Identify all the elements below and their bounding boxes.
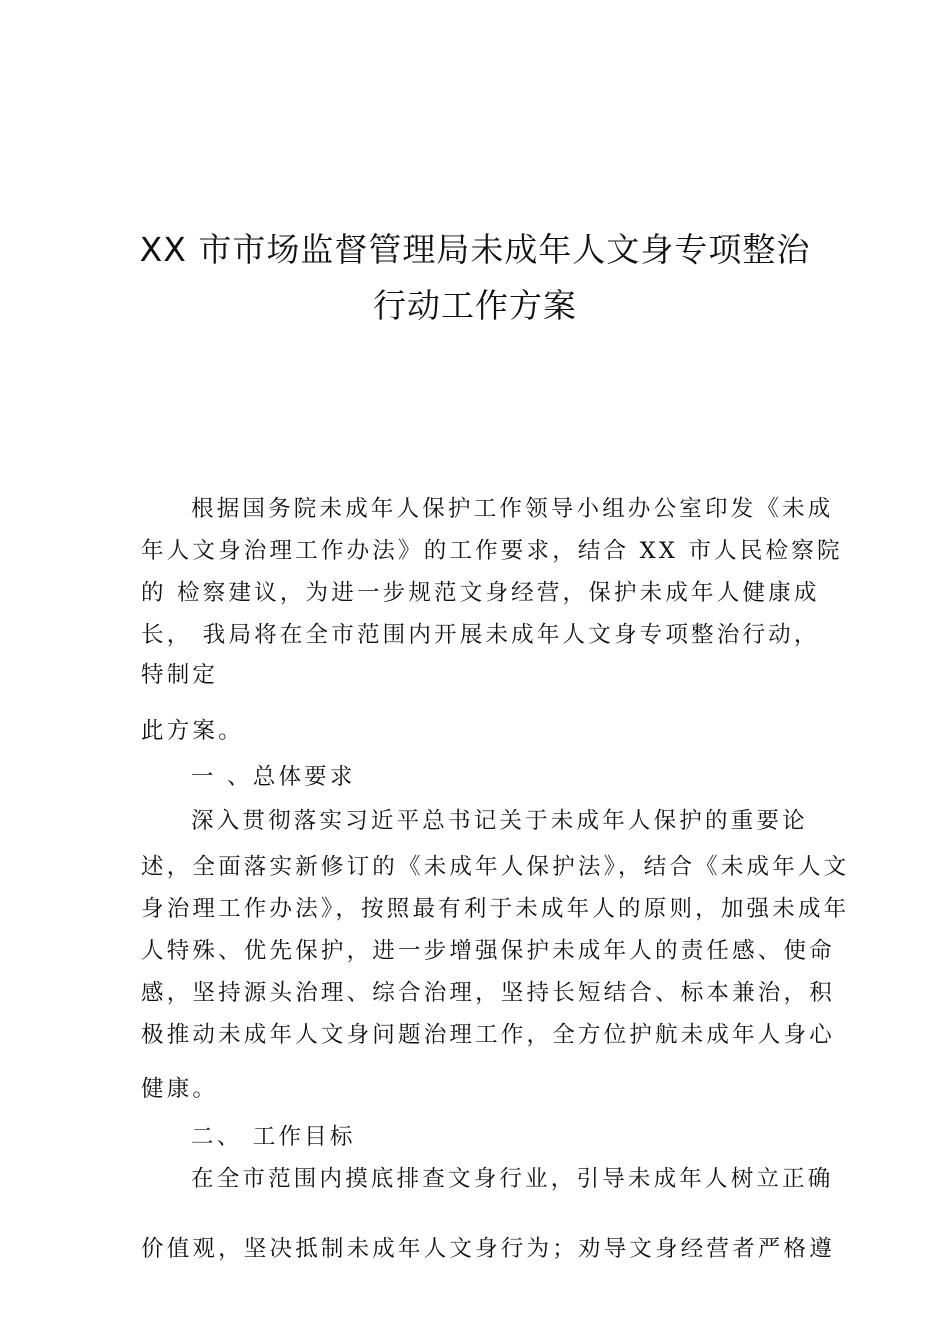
intro-line-6: 此方案。 bbox=[141, 718, 244, 744]
section1-line-4: 人特殊、优先保护，进一步增强保护未成年人的责任感、使命 bbox=[141, 938, 835, 964]
section2-line-2: 价值观，坚决抵制未成年人文身行为；劝导文身经营者严格遵 bbox=[141, 1236, 835, 1262]
section1-line-7: 健康。 bbox=[141, 1076, 219, 1102]
section2-line-1: 在全市范围内摸底排查文身行业，引导未成年人树立正确 bbox=[191, 1166, 834, 1192]
section2-heading: 二、 工作目标 bbox=[191, 1124, 356, 1150]
intro-line-3: 的 检察建议，为进一步规范文身经营，保护未成年人健康成 bbox=[141, 580, 820, 606]
section1-line-1: 深入贯彻落实习近平总书记关于未成年人保护的重要论 bbox=[191, 808, 808, 834]
intro-line-4: 长， 我局将在全市范围内开展未成年人文身专项整治行动， bbox=[141, 622, 820, 648]
intro-line-5: 特制定 bbox=[141, 662, 219, 688]
intro-line-1: 根据国务院未成年人保护工作领导小组办公室印发《未成 bbox=[191, 496, 834, 522]
section1-heading: 一 、总体要求 bbox=[191, 764, 356, 790]
section1-line-2: 述，全面落实新修订的《未成年人保护法》，结合《未成年人文 bbox=[141, 854, 850, 880]
intro-line-2: 年人文身治理工作办法》的工作要求，结合 XX 市人民检察院 bbox=[141, 538, 843, 564]
section1-line-3: 身治理工作办法》，按照最有利于未成年人的原则，加强未成年 bbox=[141, 896, 850, 922]
section1-line-6: 极推动未成年人文身问题治理工作，全方位护航未成年人身心 bbox=[141, 1022, 835, 1048]
document-title-line-1: XX 市市场监督管理局未成年人文身专项整治 bbox=[139, 230, 811, 269]
section1-line-5: 感，坚持源头治理、综合治理，坚持长短结合、标本兼治，积 bbox=[141, 980, 835, 1006]
document-title-line-2: 行动工作方案 bbox=[373, 286, 577, 325]
